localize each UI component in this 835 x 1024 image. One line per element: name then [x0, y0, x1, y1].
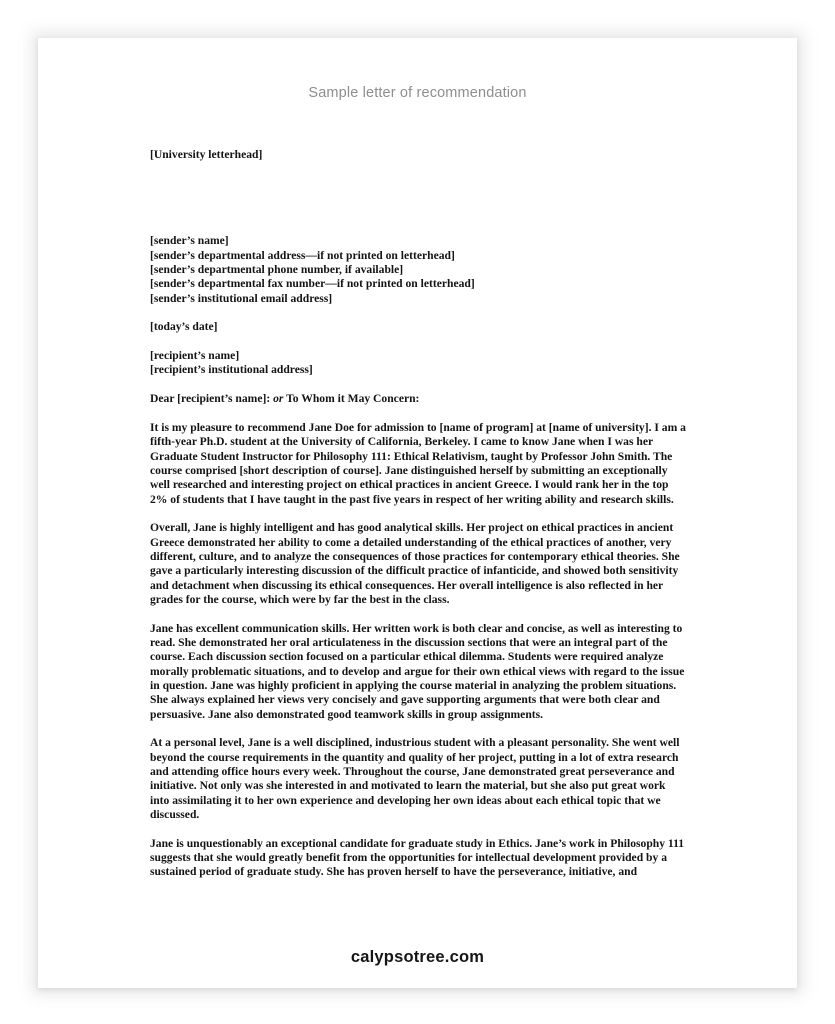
sender-date-spacer [150, 306, 686, 320]
page-title: Sample letter of recommendation [308, 85, 527, 101]
letterhead-spacer [150, 162, 686, 234]
sender-fax-number: [sender’s departmental fax number—if not printed on letterhead] [150, 277, 475, 291]
sender-departmental-address: [sender’s departmental address—if not printed on letterhead] [150, 248, 455, 262]
salutation-text-before: Dear [recipient’s name]: [150, 392, 274, 406]
site-brand-watermark: calypsotree.com [350, 948, 485, 966]
paragraph-spacer-4 [150, 822, 686, 836]
body-paragraph-2: Overall, Jane is highly intelligent and has good analytical skills. Her project on ethical practices in ancient Greece demonstrated her ability to come a detailed understanding of the ethical practices of another, very different, culture, and to analyze the consequences of those practices for contemporary ethical theories. She gave a particularly interesting discussion of the difficult practice of infanticide, and showed both sensitivity and detachment when discussing its ethical consequences. Her overall intelligence is also reflected in her grades for the course, which were by far the best in the class. [150, 521, 680, 606]
salutation-body-spacer [150, 406, 686, 420]
university-letterhead-placeholder: [University letterhead] [150, 148, 263, 161]
recipient-salutation-spacer [150, 378, 686, 392]
salutation-text-after: To Whom it May Concern: [283, 392, 420, 406]
salutation-line [150, 392, 686, 406]
recipient-name: [recipient’s name] [150, 349, 240, 363]
body-paragraph-4: At a personal level, Jane is a well disciplined, industrious student with a pleasant personality. She went well beyond the course requirements in the quantity and quality of her project, putting in a lot of extra research and attending office hours every week. Throughout the course, Jane demonstrated great perseverance and initiative. Not only was she interested in and motivated to learn the material, but she also put great work into assimilating it to her own experience and developing her own ideas about each ethical topic that we discussed. [150, 736, 680, 822]
recipient-institutional-address: [recipient’s institutional address] [150, 363, 313, 377]
salutation-emphasis: or [273, 392, 284, 406]
sender-name: [sender’s name] [150, 234, 229, 248]
paragraph-spacer-3 [150, 722, 686, 736]
body-paragraph-1: It is my pleasure to recommend Jane Doe for admission to [name of program] at [name of university]. I am a fifth-year Ph.D. student at the University of California, Berkeley. I came to know Jane when I was her Graduate Student Instructor for Philosophy 111: Ethical Relativism, taught by Professor John Smith. The course comprised [short description of course]. Jane distinguished herself by submitting an exceptionally well researched and interesting project on ethical practices in ancient Greece. I would rank her in the top 2% of students that I have taught in the past five years in respect of her writing ability and research skills. [150, 420, 686, 506]
document-page [38, 38, 797, 988]
letter-body [150, 148, 686, 893]
body-paragraph-3: Jane has excellent communication skills. Her written work is both clear and concise, as well as interesting to read. She demonstrated her oral articulateness in the discussion sections that were an integral part of the course. Each discussion section focused on a particular ethical dilemma. Students were required analyze morally problematic situations, and to develop and argue for their own ethical views with regard to the issue in question. Jane was highly proficient in applying the course material in analyzing the problem situations. She always explained her views very concisely and gave supporting arguments that were both clear and persuasive. Jane also demonstrated good teamwork skills in group assignments. [150, 621, 685, 721]
body-paragraph-5: Jane is unquestionably an exceptional candidate for graduate study in Ethics. Jane’s work in Philosophy 111 suggests that she would greatly benefit from the opportunities for intellectual development provided by a sustained period of graduate study. She has proven herself to have the perseverance, initiative, and [150, 836, 685, 879]
sender-phone-number: [sender’s departmental phone number, if available] [150, 263, 404, 277]
recipient-block [150, 349, 686, 378]
sender-block [150, 234, 686, 306]
paragraph-spacer-1 [150, 507, 686, 521]
sender-email-address: [sender’s institutional email address] [150, 291, 333, 305]
paragraph-spacer-2 [150, 607, 686, 621]
date-recipient-spacer [150, 335, 686, 349]
date-line: [today’s date] [150, 320, 218, 334]
